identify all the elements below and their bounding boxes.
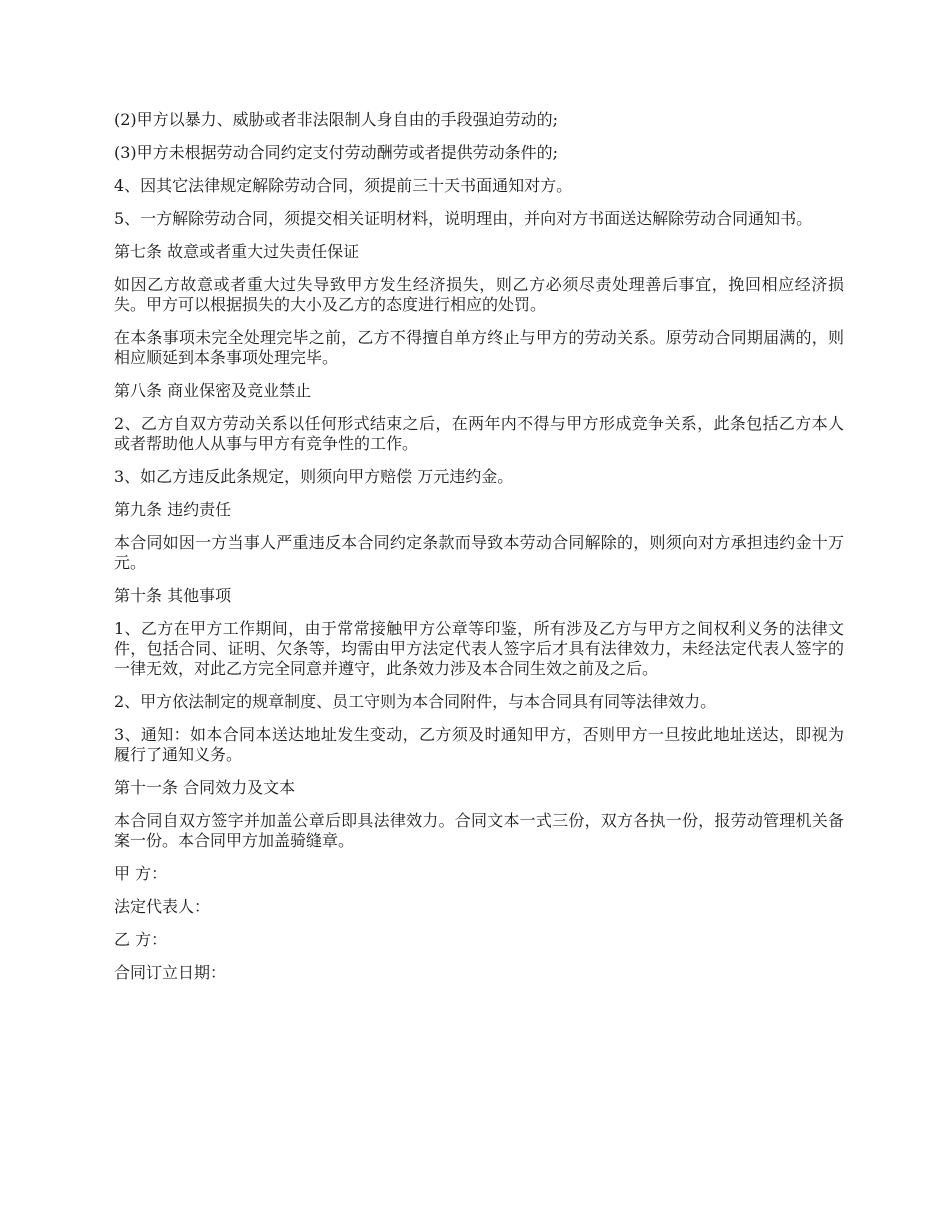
article-10-heading: 第十条 其他事项 [114,586,232,605]
article-7-heading: 第七条 故意或者重大过失责任保证 [114,242,360,261]
article-8-clause-2: 2、乙方自双方劳动关系以任何形式结束之后，在两年内不得与甲方形成竞争关系，此条包括乙方本人或者帮助他人从事与甲方有竞争性的工作。 [114,414,844,453]
clause-5-termination: 5、一方解除劳动合同，须提交相关证明材料，说明理由，并向对方书面送达解除劳动合同通知书。 [114,209,813,228]
clause-2-violence: (2)甲方以暴力、威胁或者非法限制人身自由的手段强迫劳动的; [114,110,559,129]
article-7-para-1: 如因乙方故意或者重大过失导致甲方发生经济损失，则乙方必须尽责处理善后事宜，挽回相应经济损失。甲方可以根据损失的大小及乙方的态度进行相应的处罚。 [114,275,844,314]
article-10-clause-2: 2、甲方依法制定的规章制度、员工守则为本合同附件，与本合同具有同等法律效力。 [114,692,717,711]
article-9-para: 本合同如因一方当事人严重违反本合同约定条款而导致本劳动合同解除的，则须向对方承担违约金十万元。 [114,533,844,572]
document-page [114,110,844,996]
article-7-para-2: 在本条事项未完全处理完毕之前，乙方不得擅自单方终止与甲方的劳动关系。原劳动合同期届满的，则相应顺延到本条事项处理完毕。 [114,328,844,367]
article-10-clause-1: 1、乙方在甲方工作期间，由于常常接触甲方公章等印鉴，所有涉及乙方与甲方之间权利义务的法律文件，包括合同、证明、欠条等，均需由甲方法定代表人签字后才具有法律效力，未经法定代表人签字的一律无效，对此乙方完全同意并遵守，此条效力涉及本合同生效之前及之后。 [114,619,844,678]
article-10-clause-3: 3、通知：如本合同本送达地址发生变动，乙方须及时通知甲方，否则甲方一旦按此地址送达，即视为履行了通知义务。 [114,725,844,764]
article-11-para: 本合同自双方签字并加盖公章后即具法律效力。合同文本一式三份，双方各执一份，报劳动管理机关备案一份。本合同甲方加盖骑缝章。 [114,811,844,850]
party-b-label: 乙 方： [114,930,168,949]
contract-date-label: 合同订立日期： [114,963,227,982]
article-9-heading: 第九条 违约责任 [114,500,232,519]
article-8-heading: 第八条 商业保密及竞业禁止 [114,381,312,400]
legal-representative-label: 法定代表人： [114,897,211,916]
clause-4-notice: 4、因其它法律规定解除劳动合同，须提前三十天书面通知对方。 [114,176,573,195]
article-11-heading: 第十一条 合同效力及文本 [114,778,296,797]
article-8-clause-3: 3、如乙方违反此条规定，则须向甲方赔偿 万元违约金。 [114,467,514,486]
party-a-label: 甲 方： [114,864,168,883]
clause-3-unpaid: (3)甲方未根据劳动合同约定支付劳动酬劳或者提供劳动条件的; [114,143,559,162]
